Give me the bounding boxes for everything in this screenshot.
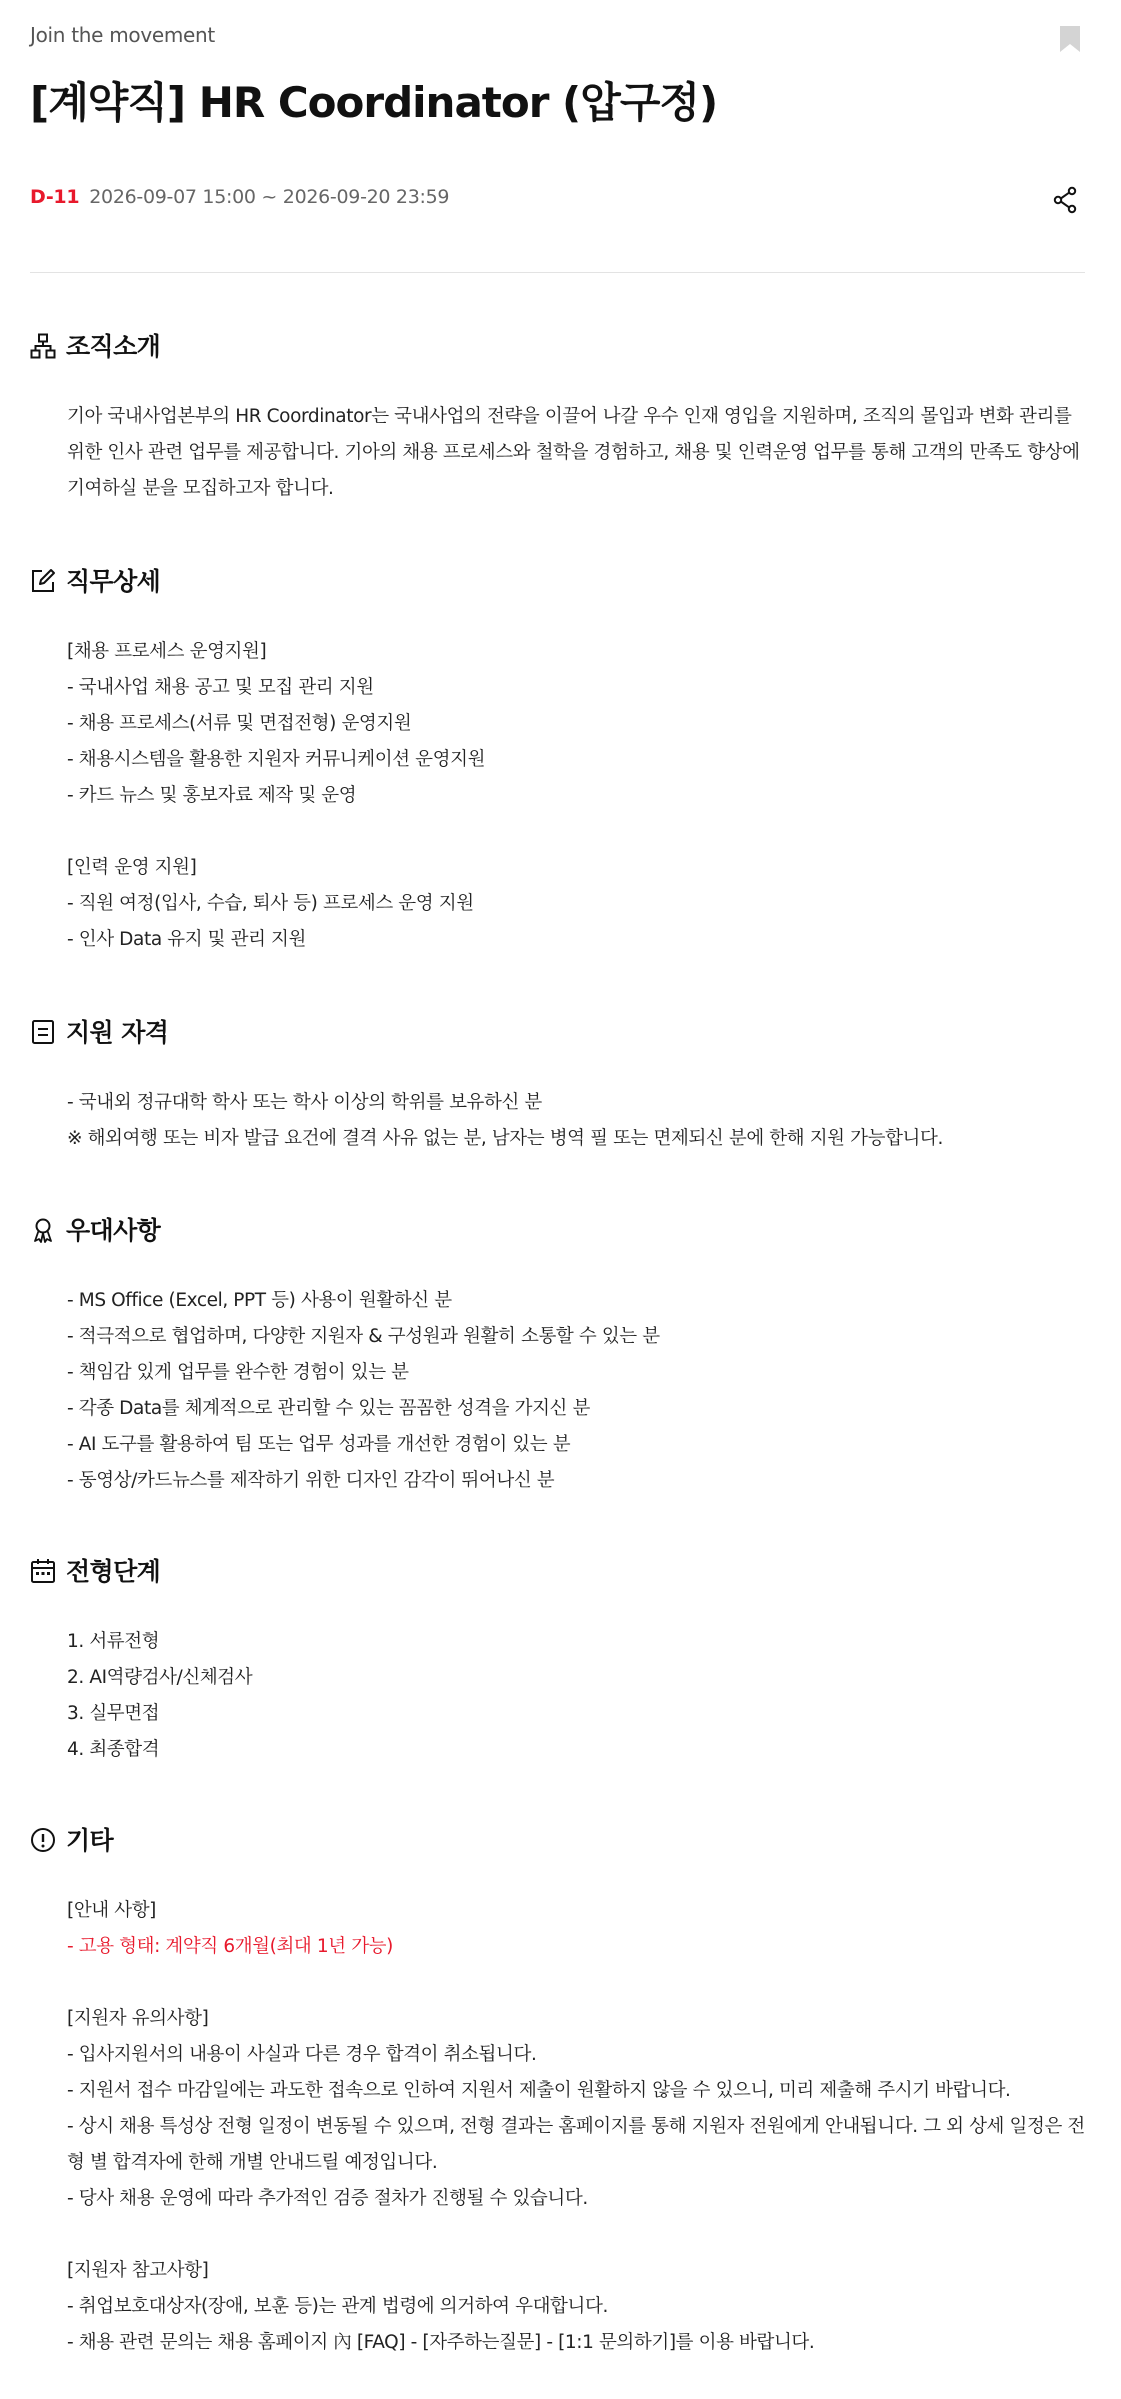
- reference-line: - 채용 관련 문의는 채용 홈페이지 內 [FAQ] - [자주하는질문] - [1:1 문의하기]를 이용 바랍니다.: [67, 2332, 815, 2353]
- caution-heading: [지원자 유의사항]: [67, 2008, 209, 2029]
- duty-line: - 채용 프로세스(서류 및 면접전형) 운영지원: [67, 713, 412, 734]
- caution-line: - 당사 채용 운영에 따라 추가적인 검증 절차가 진행될 수 있습니다.: [67, 2188, 588, 2209]
- section-title-duties: 직무상세: [66, 567, 161, 596]
- section-steps: [30, 1552, 1085, 1768]
- qualification-line: ※ 해외여행 또는 비자 발급 요건에 결격 사유 없는 분, 남자는 병역 필 또는 면제되신 분에 한해 지원 가능합니다.: [67, 1128, 943, 1149]
- preference-line: - AI 도구를 활용하여 팀 또는 업무 성과를 개선한 경험이 있는 분: [67, 1434, 571, 1455]
- award-icon: [30, 1217, 56, 1243]
- header-divider: [30, 272, 1085, 273]
- section-duties: [30, 562, 1085, 958]
- reference-line: - 취업보호대상자(장애, 보훈 등)는 관계 법령에 의거하여 우대합니다.: [67, 2296, 608, 2317]
- preference-line: - 책임감 있게 업무를 완수한 경험이 있는 분: [67, 1362, 409, 1383]
- employment-type-notice: - 고용 형태: 계약직 6개월(최대 1년 가능): [67, 1936, 393, 1957]
- duty-line: [채용 프로세스 운영지원]: [67, 641, 267, 662]
- section-title-steps: 전형단계: [66, 1557, 161, 1586]
- step-line: 1. 서류전형: [67, 1631, 160, 1652]
- document-icon: [30, 1019, 56, 1045]
- notice-heading: [안내 사항]: [67, 1900, 157, 1921]
- share-icon[interactable]: [1052, 186, 1078, 214]
- org-description: 기아 국내사업본부의 HR Coordinator는 국내사업의 전략을 이끌어 나갈 우수 인재 영입을 지원하며, 조직의 몰입과 변화 관리를 위한 인사 관련 업무를 제공합니다. 기아의 채용 프로세스와 철학을 경험하고, 채용 및 인력운영 업무를 통해 고객의 만족도 향상에 기여하실 분을 모집하고자 합니다.: [67, 406, 1080, 499]
- org-chart-icon: [30, 333, 56, 359]
- section-preferences: [30, 1211, 1085, 1499]
- duty-line: - 인사 Data 유지 및 관리 지원: [67, 929, 306, 950]
- section-title-etc: 기타: [66, 1826, 114, 1855]
- step-line: 4. 최종합격: [67, 1739, 160, 1760]
- info-circle-icon: [30, 1827, 56, 1853]
- section-etc: [30, 1821, 1085, 2361]
- duty-line: - 카드 뉴스 및 홍보자료 제작 및 운영: [67, 785, 357, 806]
- reference-heading: [지원자 참고사항]: [67, 2260, 209, 2281]
- preference-line: - MS Office (Excel, PPT 등) 사용이 원활하신 분: [67, 1290, 452, 1311]
- calendar-icon: [30, 1558, 56, 1584]
- preference-line: - 적극적으로 협업하며, 다양한 지원자 & 구성원과 원활히 소통할 수 있는 분: [67, 1326, 660, 1347]
- section-title-qualifications: 지원 자격: [66, 1018, 169, 1047]
- duty-line: [인력 운영 지원]: [67, 857, 197, 878]
- duty-line: - 채용시스템을 활용한 지원자 커뮤니케이션 운영지원: [67, 749, 486, 770]
- dday-badge: D-11: [30, 186, 80, 208]
- section-title-preferences: 우대사항: [66, 1216, 161, 1245]
- caution-line: - 입사지원서의 내용이 사실과 다른 경우 합격이 취소됩니다.: [67, 2044, 537, 2065]
- page-title: [계약직] HR Coordinator (압구정): [30, 78, 718, 127]
- step-line: 3. 실무면접: [67, 1703, 160, 1724]
- edit-icon: [30, 568, 56, 594]
- eyebrow-text: Join the movement: [30, 23, 215, 47]
- section-qualifications: [30, 1013, 1085, 1157]
- duty-line: - 직원 여정(입사, 수습, 퇴사 등) 프로세스 운영 지원: [67, 893, 474, 914]
- section-title-org: 조직소개: [66, 332, 161, 361]
- caution-line: - 지원서 접수 마감일에는 과도한 접속으로 인하여 지원서 제출이 원활하지 않을 수 있으니, 미리 제출해 주시기 바랍니다.: [67, 2080, 1011, 2101]
- bookmark-icon[interactable]: [1059, 25, 1081, 53]
- qualification-line: - 국내외 정규대학 학사 또는 학사 이상의 학위를 보유하신 분: [67, 1092, 542, 1113]
- caution-line: - 상시 채용 특성상 전형 일정이 변동될 수 있으며, 전형 결과는 홈페이지를 통해 지원자 전원에게 안내됩니다. 그 외 상세 일정은 전형 별 합격자에 한해 개별 안내드릴 예정입니다.: [67, 2116, 1085, 2173]
- step-line: 2. AI역량검사/신체검사: [67, 1667, 253, 1688]
- section-org: [30, 327, 1085, 507]
- preference-line: - 각종 Data를 체계적으로 관리할 수 있는 꼼꼼한 성격을 가지신 분: [67, 1398, 590, 1419]
- application-period: [30, 186, 449, 208]
- preference-line: - 동영상/카드뉴스를 제작하기 위한 디자인 감각이 뛰어나신 분: [67, 1470, 555, 1491]
- duty-line: - 국내사업 채용 공고 및 모집 관리 지원: [67, 677, 374, 698]
- period-text: 2026-09-07 15:00 ~ 2026-09-20 23:59: [89, 186, 450, 208]
